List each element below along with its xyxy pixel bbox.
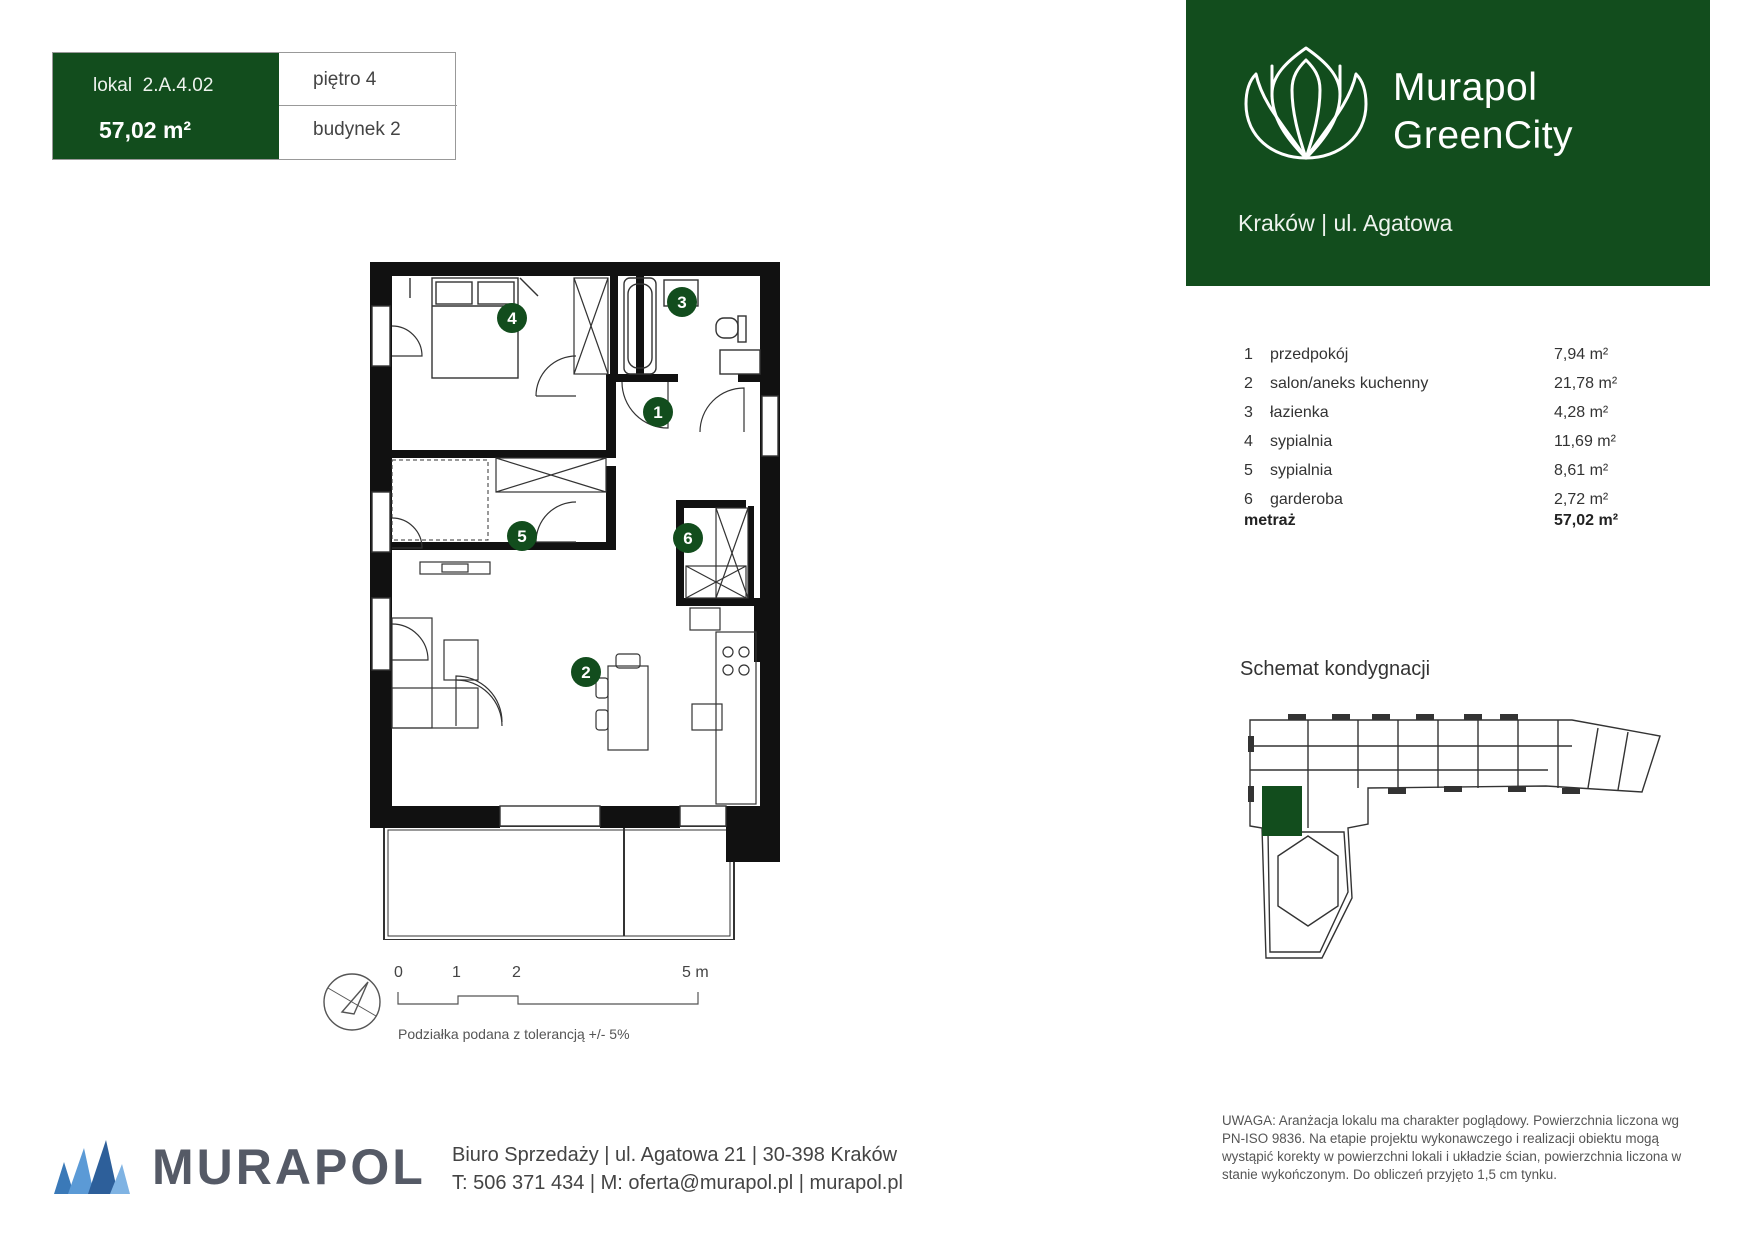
unit-id-panel	[53, 53, 279, 159]
unit-number: lokal 2.A.4.02	[93, 75, 214, 96]
room-row	[1244, 462, 1624, 488]
footer-brand-name: MURAPOL	[152, 1139, 426, 1195]
sales-office-contact: T: 506 371 434 | M: oferta@murapol.pl | murapol.pl	[452, 1172, 903, 1194]
room-name: łazienka	[1270, 404, 1329, 421]
room-number: 2	[1244, 375, 1253, 392]
room-name: sypialnia	[1270, 433, 1333, 450]
disclaimer-note: UWAGA: Aranżacja lokalu ma charakter poglądowy. Powierzchnia liczona wg PN-ISO 9836. Na etapie projektu wykonawczego i realizacji obiektu mogą wystąpić korekty w powierzchni lokali i układzie ścian, powierzchnia liczona w stanie wykończonym. Do obliczeń przyjęto 1,5 cm tynku.	[1222, 1113, 1682, 1182]
room-markers	[497, 287, 703, 687]
total-area-value: 57,02 m²	[1554, 512, 1619, 529]
brand-panel	[1186, 0, 1710, 286]
floor-schema-map	[1248, 706, 1668, 968]
scale-tick-5: 5 m	[682, 964, 709, 981]
unit-info-box	[52, 52, 456, 160]
highlighted-unit	[1262, 786, 1302, 836]
room-number: 1	[1244, 346, 1253, 363]
apartment-floor-plan	[360, 256, 820, 940]
room-area: 21,78 m²	[1554, 375, 1618, 392]
room-name: garderoba	[1270, 491, 1343, 508]
unit-building: budynek 2	[313, 119, 401, 140]
total-area-label: metraż	[1244, 512, 1296, 529]
scale-tick-2: 2	[512, 964, 521, 981]
room-number: 6	[1244, 491, 1253, 508]
room-name: sypialnia	[1270, 462, 1333, 479]
brand-name-line1: Murapol	[1393, 66, 1538, 109]
brand-name-line2: GreenCity	[1393, 114, 1574, 157]
svg-text:1: 1	[653, 403, 663, 422]
room-row	[1244, 375, 1624, 401]
svg-text:6: 6	[683, 529, 693, 548]
room-name: salon/aneks kuchenny	[1270, 375, 1429, 392]
room-area: 2,72 m²	[1554, 491, 1609, 508]
scale-tick-0: 0	[394, 964, 403, 981]
scale-note: Podziałka podana z tolerancją +/- 5%	[398, 1026, 630, 1042]
room-area: 11,69 m²	[1554, 433, 1616, 450]
room-number: 5	[1244, 462, 1253, 479]
room-name: przedpokój	[1270, 346, 1349, 363]
room-number: 3	[1244, 404, 1253, 421]
room-area: 7,94 m²	[1554, 346, 1609, 363]
floor-schema-title: Schemat kondygnacji	[1240, 658, 1431, 680]
room-area: 8,61 m²	[1554, 462, 1609, 479]
svg-text:5: 5	[517, 527, 527, 546]
svg-text:3: 3	[677, 293, 687, 312]
unit-floor: piętro 4	[313, 69, 377, 90]
room-row	[1244, 404, 1624, 430]
tulip-logo-icon	[1242, 46, 1370, 162]
unit-area: 57,02 m²	[99, 117, 192, 143]
sales-office-address: Biuro Sprzedaży | ul. Agatowa 21 | 30-398 Kraków	[452, 1144, 898, 1166]
room-number: 4	[1244, 433, 1253, 450]
unit-details	[279, 53, 457, 159]
room-area: 4,28 m²	[1554, 404, 1609, 421]
room-row	[1244, 433, 1624, 459]
room-row	[1244, 346, 1624, 372]
scale-tick-1: 1	[452, 964, 461, 981]
brand-location: Kraków | ul. Agatowa	[1238, 210, 1453, 236]
murapol-logo-icon	[54, 1140, 130, 1194]
compass-north-icon	[324, 974, 380, 1030]
svg-text:2: 2	[581, 663, 591, 682]
svg-text:4: 4	[507, 309, 517, 328]
balcony	[384, 826, 734, 940]
